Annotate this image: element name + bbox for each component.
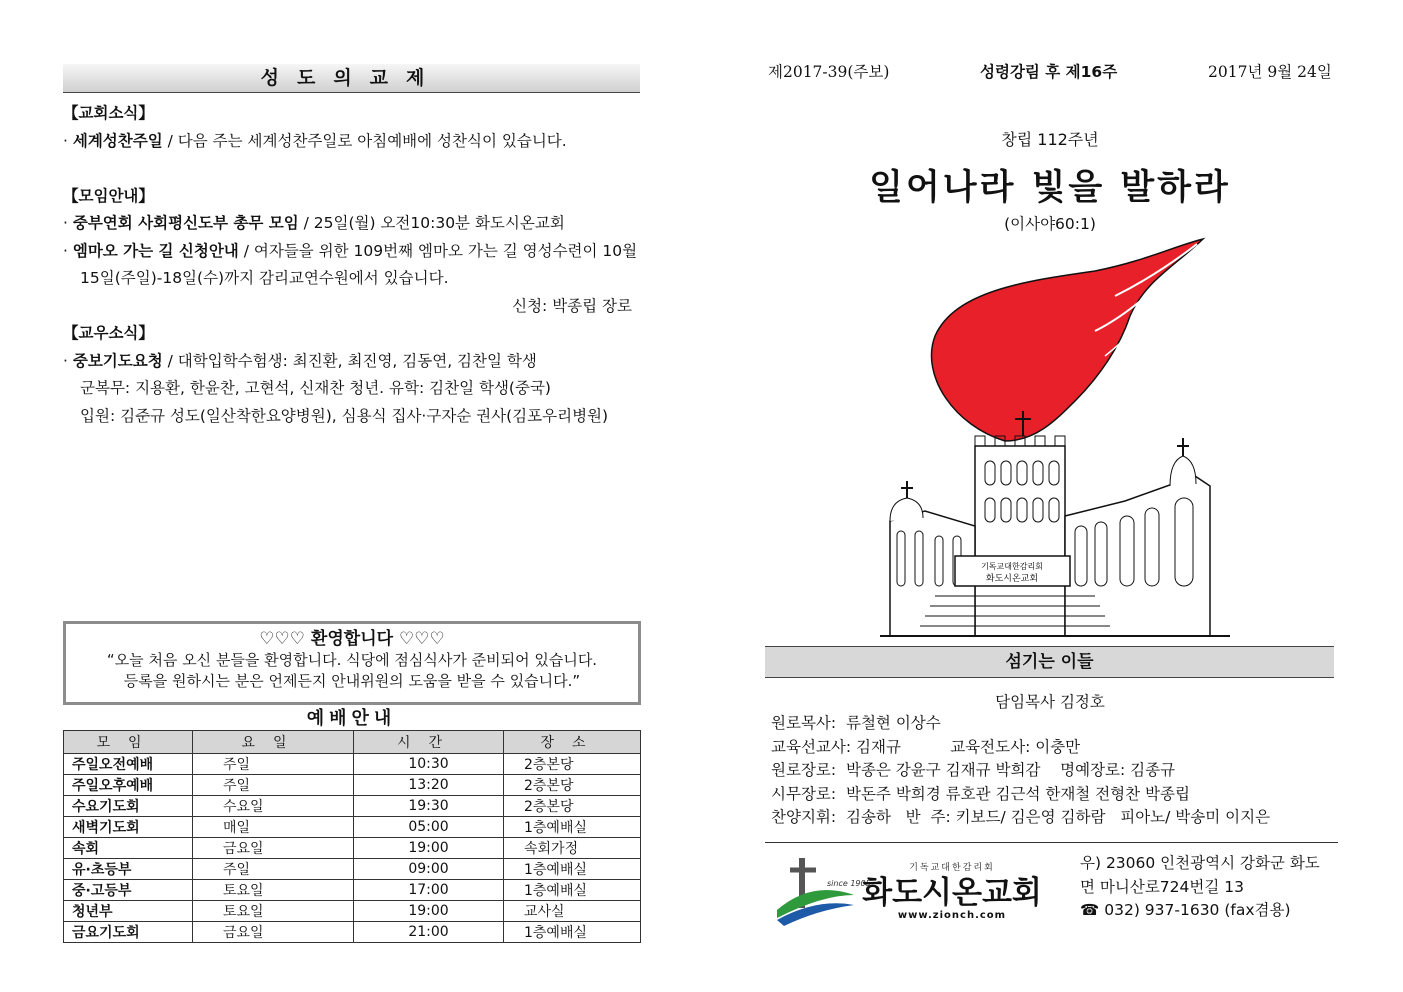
cell-place: 교사실: [504, 901, 641, 922]
cell-time: 21:00: [354, 922, 504, 943]
logo-url: www.zionch.com: [897, 910, 1007, 921]
table-row: [64, 817, 641, 838]
news-item-text: / 다음 주는 세계성찬주일로 아침예배에 성찬식이 있습니다.: [162, 131, 567, 150]
theme-title: 일어나라 빛을 발하라: [869, 168, 1231, 208]
table-row: [64, 859, 641, 880]
cell-meeting: 속회: [64, 838, 193, 859]
news-item-line: 군복무: 지용환, 한윤찬, 고현석, 신재찬 청년. 유학: 김찬일 학생(중국): [80, 379, 551, 397]
cell-day: 금요일: [193, 922, 354, 943]
cell-day: 금요일: [193, 838, 354, 859]
liturgical-week: 성령강림 후 제16주: [980, 63, 1118, 81]
table-row: [64, 922, 641, 943]
cell-time: 19:00: [354, 901, 504, 922]
cell-day: 토요일: [193, 901, 354, 922]
welcome-line: 등록을 원하시는 분은 언제든지 안내위원의 도움을 받을 수 있습니다.”: [123, 672, 581, 690]
cell-meeting: 중·고등부: [64, 880, 193, 901]
col-header-day: 요일: [193, 731, 354, 754]
news-item-title: 세계성찬주일: [72, 131, 163, 150]
news-item-text: / 여자들을 위한 109번째 엠마오 가는 길 영성수련이 10월15일(주일)-18일(수)까지 감리교연수원에서 있습니다.: [80, 241, 638, 287]
phone-line: ☎ 032) 937-1630 (fax겸용): [1080, 901, 1291, 919]
staff-line: 원로목사: 류철현 이상수: [771, 714, 941, 732]
cell-place: 속회가정: [504, 838, 641, 859]
news-item: · 중부연회 사회평신도부 총무 모임 / 25일(월) 오전10:30분 화도시온교회: [63, 214, 565, 232]
logo-since: since 1905: [827, 879, 871, 888]
news-heading-members: 【교우소식】: [63, 324, 154, 342]
news-heading-meetings: 【모임안내】: [63, 186, 154, 205]
cell-meeting: 금요기도회: [64, 922, 193, 943]
church-sign-denomination: 기독교대한감리회: [981, 562, 1043, 571]
table-row: [64, 754, 641, 775]
church-news: [63, 100, 640, 430]
news-heading-church: 【교회소식】: [63, 104, 154, 122]
table-row: [64, 838, 641, 859]
church-address: [1080, 852, 1320, 923]
cell-time: 05:00: [354, 817, 504, 838]
cell-meeting: 주일오후예배: [64, 775, 193, 796]
news-item-line: 입원: 김준규 성도(일산착한요양병원), 심용식 집사·구자순 권사(김포우리병원): [80, 406, 609, 425]
worship-title: 예배안내: [306, 708, 397, 729]
staff-line: 찬양지휘: 김송하 반 주: 키보드/ 김은영 김하람 피아노/ 박송미 이지은: [771, 808, 1271, 826]
cell-meeting: 수요기도회: [64, 796, 193, 817]
senior-pastor: 담임목사 김정호: [995, 693, 1105, 711]
table-row: [64, 796, 641, 817]
welcome-line: “오늘 처음 오신 분들을 환영합니다. 식당에 점심식사가 준비되어 있습니다.: [106, 651, 598, 669]
table-row: [64, 775, 641, 796]
theme-verse: (이사야60:1): [1004, 215, 1096, 233]
table-row: [64, 880, 641, 901]
cell-time: 09:00: [354, 859, 504, 880]
table-row: [64, 901, 641, 922]
cell-meeting: 주일오전예배: [64, 754, 193, 775]
col-header-meeting: 모임: [64, 731, 193, 754]
cell-time: 17:00: [354, 880, 504, 901]
cell-time: 13:20: [354, 775, 504, 796]
cell-day: 토요일: [193, 880, 354, 901]
church-logo: [772, 850, 1072, 928]
col-header-time: 시간: [354, 731, 504, 754]
col-header-place: 장소: [504, 731, 641, 754]
welcome-title: ♡♡♡ 환영합니다 ♡♡♡: [259, 629, 445, 649]
news-item-title: 중부연회 사회평신도부 총무 모임: [72, 214, 299, 232]
cell-meeting: 새벽기도회: [64, 817, 193, 838]
logo-denomination: 기독교대한감리회: [909, 863, 995, 873]
news-item: · 엠마오 가는 길 신청안내 / 여자들을 위한 109번째 엠마오 가는 길 영성수련이 10월15일(주일)-18일(수)까지 감리교연수원에서 있습니다.: [63, 241, 638, 287]
staff-line: 교육선교사: 김재규 교육전도사: 이충만: [771, 737, 1081, 756]
cell-day: 매일: [193, 817, 354, 838]
cell-day: 수요일: [193, 796, 354, 817]
logo-church-name: 화도시온교회: [862, 875, 1042, 911]
news-item-title: 중보기도요청: [72, 351, 163, 370]
cell-place: 1층예배실: [504, 859, 641, 880]
anniversary: 창립 112주년: [1001, 130, 1099, 149]
section-title-fellowship: 성도의교제: [63, 64, 640, 93]
cell-time: 19:00: [354, 838, 504, 859]
news-item: · 세계성찬주일 / 다음 주는 세계성찬주일로 아침예배에 성찬식이 있습니다.: [63, 131, 567, 150]
welcome-box: [63, 621, 641, 705]
cell-place: 1층예배실: [504, 880, 641, 901]
cell-day: 주일: [193, 859, 354, 880]
news-item-apply: 신청: 박종립 장로: [512, 296, 632, 315]
address-line: 우) 23060 인천광역시 강화군 화도: [1080, 854, 1320, 872]
bulletin-date: 2017년 9월 24일: [1208, 63, 1332, 81]
cell-place: 2층본당: [504, 796, 641, 817]
divider: [765, 842, 1338, 843]
church-sign-name: 화도시온교회: [985, 574, 1039, 584]
news-item-text: / 25일(월) 오전10:30분 화도시온교회: [298, 214, 565, 232]
cell-day: 주일: [193, 775, 354, 796]
staff-line: 시무장로: 박돈주 박희경 류호관 김근석 한재철 전형찬 박종립: [771, 784, 1190, 803]
news-item: · 중보기도요청 / 대학입학수험생: 최진환, 최진영, 김동연, 김찬일 학생: [63, 351, 537, 370]
cell-place: 2층본당: [504, 754, 641, 775]
cell-place: 2층본당: [504, 775, 641, 796]
church-illustration: [875, 236, 1235, 641]
cell-place: 1층예배실: [504, 817, 641, 838]
cell-time: 10:30: [354, 754, 504, 775]
worship-table-header: [64, 731, 641, 754]
staff-line: 원로장로: 박종은 강윤구 김재규 박희감 명예장로: 김종규: [771, 761, 1176, 779]
issue-number: 제2017-39(주보): [768, 63, 890, 81]
cell-meeting: 유·초등부: [64, 859, 193, 880]
staff-list: [771, 712, 1270, 830]
worship-table: [63, 730, 641, 943]
cell-place: 1층예배실: [504, 922, 641, 943]
serve-section-title: 섬기는 이들: [765, 647, 1334, 678]
news-item-title: 엠마오 가는 길 신청안내: [72, 241, 239, 260]
cell-time: 19:30: [354, 796, 504, 817]
news-item-text: / 대학입학수험생: 최진환, 최진영, 김동연, 김찬일 학생: [162, 351, 537, 370]
cell-meeting: 청년부: [64, 901, 193, 922]
cell-day: 주일: [193, 754, 354, 775]
address-line: 면 마니산로724번길 13: [1080, 877, 1244, 896]
